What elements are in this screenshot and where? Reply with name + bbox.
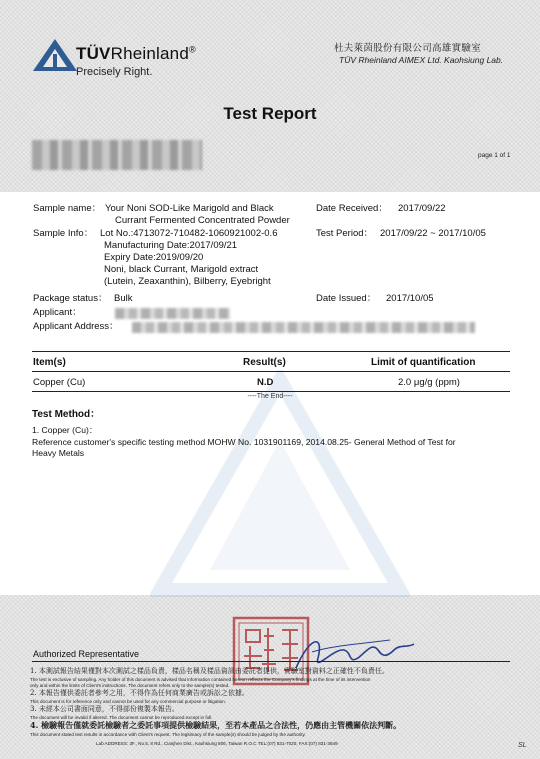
company-name-chinese: 杜夫萊茵股份有限公司高雄實驗室 <box>334 43 482 54</box>
date-issued-label: Date Issued： <box>316 293 377 304</box>
table-bottom-rule <box>32 391 510 392</box>
sample-name-line-1: Your Noni SOD-Like Marigold and Black <box>105 203 274 214</box>
company-name-english: TÜV Rheinland AIMEX Ltd. Kaohsiung Lab. <box>339 55 504 65</box>
package-status-value: Bulk <box>114 293 133 304</box>
package-status-label: Package status： <box>33 293 108 304</box>
row-copper-limit: 2.0 μg/g (ppm) <box>398 377 460 388</box>
sample-info-ingredients-1: Noni, black Currant, Marigold extract <box>104 264 259 275</box>
sample-info-lot: Lot No.:4713072-710482-1060921002-0.6 <box>100 228 278 239</box>
sample-name-label: Sample name： <box>33 203 102 214</box>
row-copper-item: Copper (Cu) <box>33 377 86 388</box>
column-header-limit: Limit of quantification <box>371 357 476 368</box>
tuv-triangle-logo-icon <box>32 38 78 72</box>
notice-3-chinese: 3. 未經本公司書面同意，不得部份複製本報告。 <box>30 705 179 713</box>
lab-address: Lab ADDRESS: 3F., No.5, 8 Rd., Cianjhen Dist., Kaohsiung 806, Taiwan R.O.C TEL:(07) 831-7020, FAX:(07) 831-3649 <box>96 741 338 746</box>
date-received-value: 2017/09/22 <box>398 203 446 214</box>
date-received-label: Date Received： <box>316 203 388 214</box>
form-code: SL <box>518 742 527 749</box>
redacted-applicant <box>115 308 230 319</box>
test-method-line-1: Reference customer's specific testing method MOHW No. 1031901169, 2014.08.25- General Method of Test for <box>32 437 456 447</box>
report-title: Test Report <box>223 104 317 123</box>
date-issued-value: 2017/10/05 <box>386 293 434 304</box>
notice-1-english-a: The test is exclusive of sampling. Any holder of this document is advised that information contained hereon reflects the Company's findings at the time of its intervention <box>30 677 371 682</box>
authorized-representative-label: Authorized Representative <box>33 649 140 659</box>
sample-info-label: Sample Info： <box>33 228 94 239</box>
notice-3-english: The document will be invalid if altered. The document cannot be reproduced except in full. <box>30 715 213 720</box>
brand-tagline: Precisely Right. <box>76 66 153 78</box>
notice-2-chinese: 2. 本報告僅供委託者參考之用，不得作為任何商業廣告或訴訟之依據。 <box>30 689 249 697</box>
brand-name: TÜVRheinland® <box>76 44 196 63</box>
notice-1-chinese: 1. 本測試報告結果僅對本次測試之樣品負責，樣品名稱及樣品資訊由委託者提供，實驗室對資料之正確性不負責任。 <box>30 667 389 675</box>
notice-2-english: This document is for reference only and cannot be used for any commercial purpose or litigation. <box>30 699 227 704</box>
applicant-label: Applicant： <box>33 307 82 318</box>
test-method-title: Test Method： <box>32 409 101 420</box>
sample-info-expiry: Expiry Date:2019/09/20 <box>104 252 204 263</box>
sample-info-ingredients-2: (Lutein, Zeaxanthin), Bilberry, Eyebright <box>104 276 271 287</box>
notice-4-chinese: 4. 檢驗報告僅就委託檢驗者之委託事項提供檢驗結果，至若本產品之合法性，仍應由主管機關依法判斷。 <box>30 720 402 730</box>
column-header-results: Result(s) <box>243 357 286 368</box>
signature-rule <box>32 661 510 662</box>
test-method-line-2: Heavy Metals <box>32 448 85 458</box>
notice-4-english: This document stated test results in accordance with Client's request. The legitimacy of the sample(s) should be judged by the authority. <box>30 732 306 737</box>
redacted-report-number <box>32 140 202 170</box>
page-number: page 1 of 1 <box>478 152 511 159</box>
column-header-items: Item(s) <box>33 357 66 368</box>
table-top-rule <box>32 351 510 352</box>
applicant-address-label: Applicant Address： <box>33 321 119 332</box>
sample-info-manufacturing: Manufacturing Date:2017/09/21 <box>104 240 238 251</box>
redacted-applicant-address <box>132 322 475 333</box>
table-header-rule <box>32 371 510 372</box>
notice-1-english-b: only and within the limits of Client's instructions. The document refers only to the sample(s) tested. <box>30 683 230 688</box>
test-period-value: 2017/09/22 ~ 2017/10/05 <box>380 228 486 239</box>
test-period-label: Test Period： <box>316 228 374 239</box>
test-method-item: 1. Copper (Cu)： <box>32 425 98 435</box>
sample-name-line-2: Currant Fermented Concentrated Powder <box>115 215 290 226</box>
row-copper-result: N.D <box>257 377 274 388</box>
end-marker: ----The End---- <box>247 393 293 400</box>
watermark-triangle-icon <box>150 370 410 600</box>
